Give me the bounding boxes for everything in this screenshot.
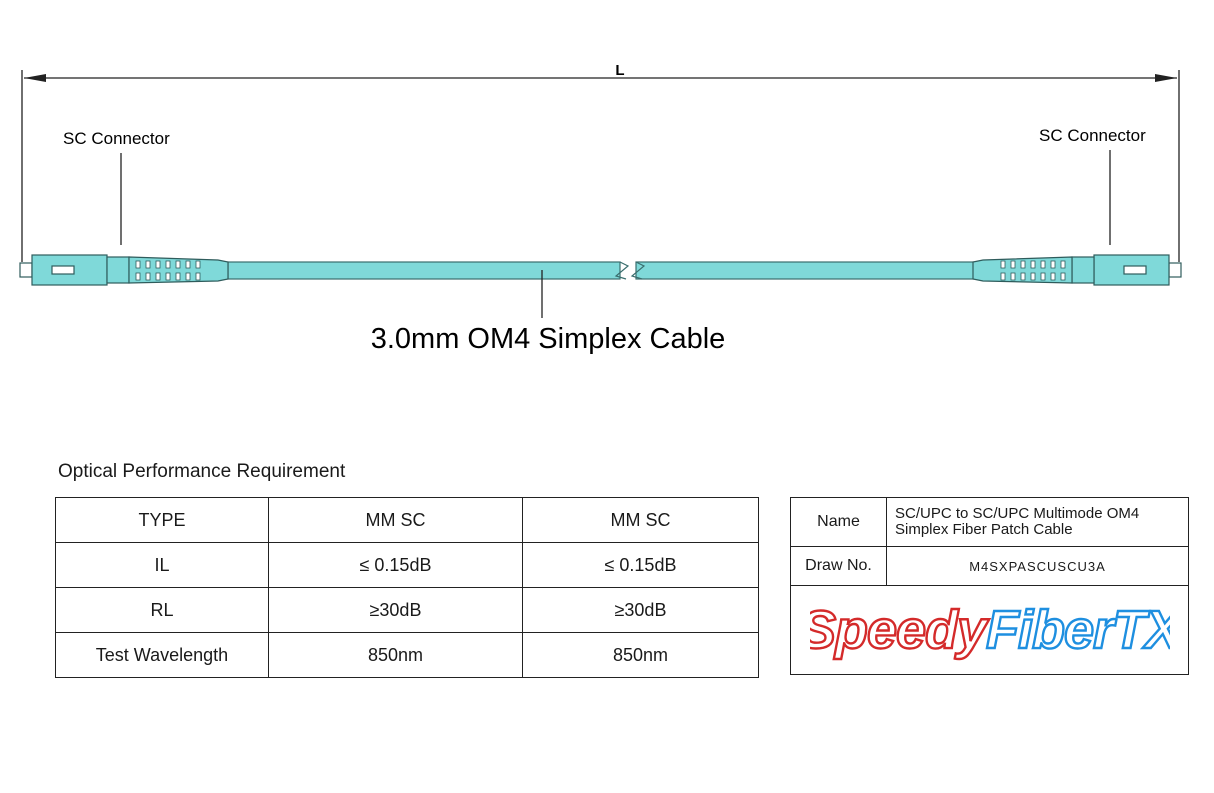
name-line-1: SC/UPC to SC/UPC Multimode OM4 xyxy=(895,505,1140,522)
title-row-name xyxy=(791,498,1189,547)
cable xyxy=(228,262,980,279)
draw-label: Draw No. xyxy=(791,547,887,586)
table-cell: ≥30dB xyxy=(523,588,759,633)
table-row xyxy=(56,543,759,588)
title-block xyxy=(790,497,1189,675)
brand-logo xyxy=(791,586,1189,675)
table-cell: ≤ 0.15dB xyxy=(269,543,523,588)
table-cell: IL xyxy=(56,543,269,588)
cable-label: 3.0mm OM4 Simplex Cable xyxy=(370,323,726,355)
logo-part-fibertx: FiberTX xyxy=(985,599,1170,660)
table-cell: MM SC xyxy=(269,498,523,543)
table-cell: TYPE xyxy=(56,498,269,543)
title-row-draw xyxy=(791,547,1189,586)
dimension-line xyxy=(22,70,1179,262)
sc-connector-right xyxy=(973,255,1181,285)
performance-table xyxy=(55,497,759,678)
svg-text:SpeedyFiberTX xyxy=(810,600,1170,660)
table-cell: MM SC xyxy=(523,498,759,543)
performance-title: Optical Performance Requirement xyxy=(58,461,346,482)
table-cell: 850nm xyxy=(523,633,759,678)
logo-graphic xyxy=(810,593,1170,663)
table-cell: ≤ 0.15dB xyxy=(523,543,759,588)
table-cell: Test Wavelength xyxy=(56,633,269,678)
sc-connector-left xyxy=(20,255,228,285)
name-line-2: Simplex Fiber Patch Cable xyxy=(895,521,1073,538)
table-cell: ≥30dB xyxy=(269,588,523,633)
logo-part-speedy: Speedy xyxy=(809,599,986,660)
length-label: L xyxy=(615,62,625,79)
table-cell: RL xyxy=(56,588,269,633)
table-row xyxy=(56,588,759,633)
title-row-logo xyxy=(791,586,1189,675)
table-cell: 850nm xyxy=(269,633,523,678)
name-label: Name xyxy=(791,498,887,547)
connector-label-left: SC Connector xyxy=(63,129,170,148)
name-value xyxy=(887,498,1189,547)
table-row xyxy=(56,633,759,678)
draw-value: M4SXPASCUSCU3A xyxy=(887,547,1189,586)
table-row xyxy=(56,498,759,543)
connector-label-right: SC Connector xyxy=(1039,126,1146,145)
